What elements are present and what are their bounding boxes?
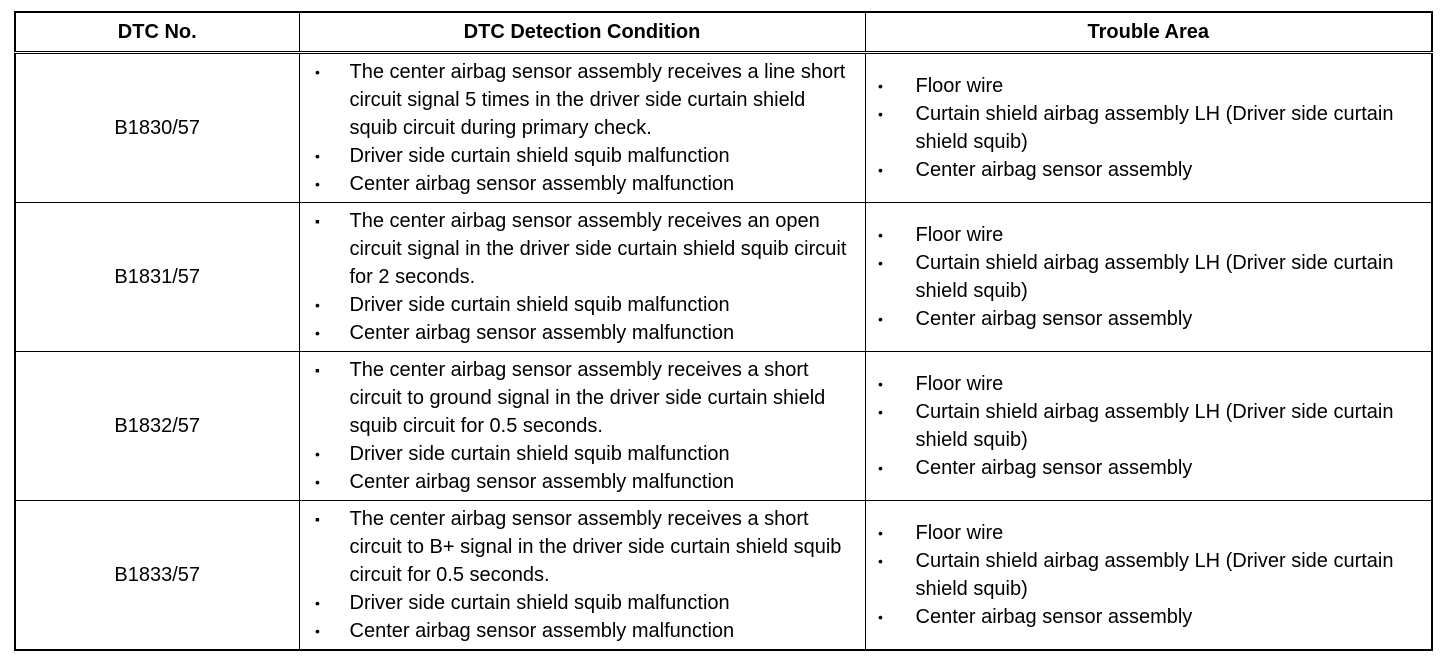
header-trouble-area: Trouble Area (865, 12, 1432, 53)
condition-text: Center airbag sensor assembly malfunction (349, 471, 735, 493)
dtc-code: B1832/57 (15, 352, 299, 501)
condition-text: The center airbag sensor assembly receives a short circuit to ground signal in the driver side curtain shield squib circuit for 0.5 seconds. (349, 359, 826, 437)
bullet-icon: • (315, 595, 320, 611)
area-list (866, 370, 1432, 482)
bullet-icon: • (878, 553, 883, 569)
list-item (866, 156, 1432, 184)
bullet-icon: • (315, 325, 320, 341)
area-text: Floor wire (915, 224, 1004, 246)
condition-text: Driver side curtain shield squib malfunction (349, 592, 730, 614)
bullet-icon: • (878, 404, 883, 420)
bullet-icon: • (315, 623, 320, 639)
bullet-icon: • (315, 474, 320, 490)
area-text: Curtain shield airbag assembly LH (Driver side curtain shield squib) (915, 103, 1394, 153)
list-item (866, 305, 1432, 333)
bullet-icon: • (315, 446, 320, 462)
table-row (15, 352, 1432, 501)
dtc-code: B1830/57 (15, 53, 299, 203)
area-list (866, 519, 1432, 631)
bullet-icon: • (878, 227, 883, 243)
list-item (300, 468, 865, 496)
area-text: Floor wire (915, 373, 1004, 395)
list-item (300, 617, 865, 645)
bullet-icon: ▪ (315, 511, 320, 527)
condition-text: Center airbag sensor assembly malfunction (349, 173, 735, 195)
list-item (300, 207, 865, 291)
area-text: Curtain shield airbag assembly LH (Driver side curtain shield squib) (915, 401, 1394, 451)
detection-condition-cell (299, 352, 865, 501)
list-item (300, 505, 865, 589)
area-text: Curtain shield airbag assembly LH (Driver side curtain shield squib) (915, 550, 1394, 600)
detection-condition-cell (299, 203, 865, 352)
list-item (866, 221, 1432, 249)
area-text: Curtain shield airbag assembly LH (Driver side curtain shield squib) (915, 252, 1394, 302)
dtc-code: B1833/57 (15, 501, 299, 651)
bullet-icon: • (878, 609, 883, 625)
condition-text: The center airbag sensor assembly receives an open circuit signal in the driver side curtain shield squib circuit for 2 seconds. (349, 210, 847, 288)
condition-text: Center airbag sensor assembly malfunction (349, 620, 735, 642)
bullet-icon: • (878, 255, 883, 271)
area-text: Floor wire (915, 522, 1004, 544)
trouble-area-cell (865, 53, 1432, 203)
condition-list (300, 58, 865, 198)
condition-list (300, 207, 865, 347)
header-row (15, 12, 1432, 53)
list-item (866, 249, 1432, 305)
list-item (300, 142, 865, 170)
bullet-icon: • (878, 106, 883, 122)
condition-list (300, 505, 865, 645)
list-item (866, 547, 1432, 603)
area-text: Center airbag sensor assembly (915, 308, 1193, 330)
area-text: Center airbag sensor assembly (915, 606, 1193, 628)
area-text: Center airbag sensor assembly (915, 159, 1193, 181)
header-detection-condition: DTC Detection Condition (299, 12, 865, 53)
list-item (866, 72, 1432, 100)
bullet-icon: ▪ (315, 362, 320, 378)
trouble-area-cell (865, 501, 1432, 651)
bullet-icon: • (315, 148, 320, 164)
condition-list (300, 356, 865, 496)
area-list (866, 221, 1432, 333)
detection-condition-cell (299, 501, 865, 651)
table-row (15, 501, 1432, 651)
bullet-icon: • (878, 460, 883, 476)
list-item (866, 519, 1432, 547)
bullet-icon: ▪ (315, 213, 320, 229)
dtc-table (14, 11, 1433, 651)
area-text: Floor wire (915, 75, 1004, 97)
dtc-code: B1831/57 (15, 203, 299, 352)
area-text: Center airbag sensor assembly (915, 457, 1193, 479)
header-dtc-no: DTC No. (15, 12, 299, 53)
bullet-icon: • (878, 162, 883, 178)
condition-text: The center airbag sensor assembly receives a short circuit to B+ signal in the driver side curtain shield squib circuit for 0.5 seconds. (349, 508, 842, 586)
list-item (300, 589, 865, 617)
list-item (300, 440, 865, 468)
list-item (300, 356, 865, 440)
table-row (15, 203, 1432, 352)
bullet-icon: • (878, 78, 883, 94)
list-item (866, 398, 1432, 454)
bullet-icon: • (315, 297, 320, 313)
list-item (300, 319, 865, 347)
condition-text: Center airbag sensor assembly malfunction (349, 322, 735, 344)
area-list (866, 72, 1432, 184)
bullet-icon: • (315, 64, 320, 80)
condition-text: Driver side curtain shield squib malfunction (349, 294, 730, 316)
condition-text: Driver side curtain shield squib malfunction (349, 145, 730, 167)
list-item (300, 291, 865, 319)
bullet-icon: • (315, 176, 320, 192)
trouble-area-cell (865, 203, 1432, 352)
list-item (300, 58, 865, 142)
list-item (866, 370, 1432, 398)
bullet-icon: • (878, 311, 883, 327)
condition-text: The center airbag sensor assembly receives a line short circuit signal 5 times in the driver side curtain shield squib circuit during primary check. (349, 61, 846, 139)
trouble-area-cell (865, 352, 1432, 501)
bullet-icon: • (878, 376, 883, 392)
list-item (300, 170, 865, 198)
bullet-icon: • (878, 525, 883, 541)
list-item (866, 100, 1432, 156)
detection-condition-cell (299, 53, 865, 203)
table-row (15, 53, 1432, 203)
condition-text: Driver side curtain shield squib malfunction (349, 443, 730, 465)
list-item (866, 603, 1432, 631)
list-item (866, 454, 1432, 482)
